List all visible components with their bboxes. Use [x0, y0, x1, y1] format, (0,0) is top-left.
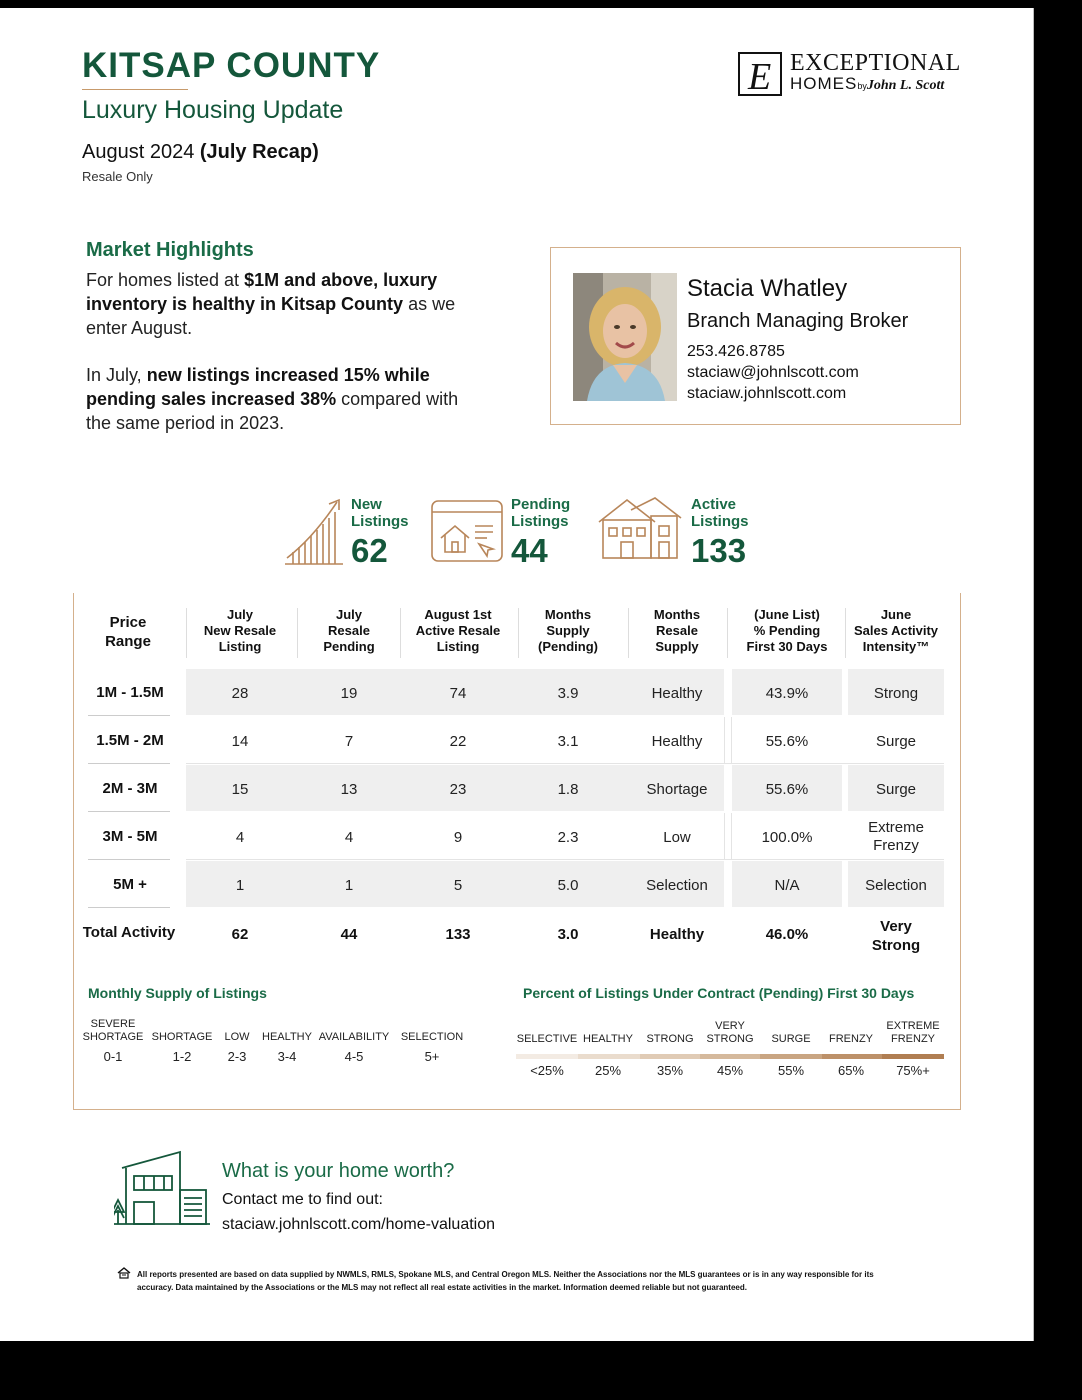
pending-legend-swatch: [578, 1054, 640, 1059]
broker-website[interactable]: staciaw.johnlscott.com: [687, 385, 847, 402]
table-cell: 5: [453, 877, 463, 894]
broker-photo: [573, 273, 677, 401]
table-row-label: 5M +: [113, 876, 147, 893]
supply-legend-label: SHORTAGE: [151, 1031, 213, 1043]
supply-legend-value: 3-4: [277, 1049, 297, 1064]
broker-role: Branch Managing Broker: [687, 310, 909, 332]
stat-active-value: 133: [691, 532, 747, 569]
table-header-0: Price Range: [105, 614, 151, 650]
table-total-cell: Very Strong: [871, 918, 921, 954]
table-row-label: 2M - 3M: [102, 780, 158, 797]
table-total-label: Total Activity: [82, 924, 176, 941]
table-cell: 2.3: [557, 829, 579, 846]
supply-legend-label: SEVERE SHORTAGE: [82, 1018, 144, 1043]
table-header-2: July Resale Pending: [323, 607, 375, 654]
table-cell: 23: [449, 781, 467, 798]
cta-subtext: Contact me to find out:: [222, 1191, 383, 1208]
rising-bar-chart-icon: [283, 496, 345, 566]
home-valuation-link[interactable]: staciaw.johnlscott.com/home-valuation: [222, 1216, 496, 1233]
table-cell: 4: [344, 829, 354, 846]
table-header-3: August 1st Active Resale Listing: [415, 607, 501, 654]
pending-legend-value: 65%: [837, 1063, 865, 1078]
pending-legend-label: SELECTIVE: [516, 1033, 578, 1045]
logo-wordmark-bottom: HOMESbyJohn L. Scott: [790, 74, 945, 93]
supply-legend-title: Monthly Supply of Listings: [88, 985, 267, 1001]
pending-legend-title: Percent of Listings Under Contract (Pending) First 30 Days: [523, 985, 915, 1001]
table-cell: 9: [453, 829, 463, 846]
header-separator: [186, 608, 187, 658]
pending-legend-value: <25%: [530, 1063, 564, 1078]
table-cell: 3.1: [557, 733, 579, 750]
table-row-label: 3M - 5M: [102, 828, 158, 845]
table-row-label: 1M - 1.5M: [96, 684, 164, 701]
supply-legend-label: HEALTHY: [262, 1031, 312, 1043]
row-rule: [88, 859, 170, 860]
pending-legend-value: 45%: [716, 1063, 744, 1078]
table-cell: 13: [340, 781, 358, 798]
header-separator: [845, 608, 846, 658]
highlights-paragraph-1: For homes listed at $1M and above, luxury inventory is healthy in Kitsap County as we enter August.: [86, 270, 456, 338]
row-rule: [88, 715, 170, 716]
report-month: August 2024: [82, 141, 200, 163]
table-cell: Extreme Frenzy: [868, 819, 924, 854]
supply-legend-value: 2-3: [227, 1049, 247, 1064]
broker-card: [550, 247, 961, 425]
table-cell: 55.6%: [765, 781, 809, 798]
equal-housing-icon: [117, 1267, 131, 1279]
table-cell: 4: [235, 829, 245, 846]
table-cell: 1: [344, 877, 354, 894]
table-header-7: June Sales Activity Intensity™: [853, 607, 939, 654]
pending-legend-label: HEALTHY: [583, 1033, 633, 1045]
table-cell: Shortage: [646, 781, 708, 798]
stat-active-label: Active Listings: [691, 496, 749, 530]
table-cell: Selection: [646, 877, 708, 894]
row-divider: [186, 763, 944, 764]
table-cell: N/A: [774, 877, 800, 894]
broker-phone[interactable]: 253.426.8785: [687, 343, 785, 360]
table-header-6: (June List) % Pending First 30 Days: [746, 607, 828, 654]
table-total-cell: 62: [231, 926, 249, 943]
header-separator: [400, 608, 401, 658]
table-cell: 28: [231, 685, 249, 702]
row-rule: [88, 811, 170, 812]
table-cell: Low: [663, 829, 691, 846]
resale-note: Resale Only: [82, 169, 153, 184]
table-header-1: July New Resale Listing: [203, 607, 277, 654]
pending-legend-swatch: [822, 1054, 882, 1059]
table-cell: 55.6%: [765, 733, 809, 750]
table-row-label: 1.5M - 2M: [96, 732, 164, 749]
table-cell: 100.0%: [761, 829, 813, 846]
table-total-cell: 46.0%: [765, 926, 809, 943]
report-date: [82, 141, 319, 164]
logo-wordmark-top: EXCEPTIONAL: [790, 50, 961, 76]
table-cell: 1: [235, 877, 245, 894]
brand-logo: [738, 50, 968, 98]
table-cell: Surge: [875, 781, 917, 798]
house-icon: [597, 496, 683, 560]
table-cell: Selection: [865, 877, 927, 894]
cta-heading: What is your home worth?: [222, 1160, 455, 1182]
pending-legend-swatch: [516, 1054, 578, 1059]
table-cell: 14: [231, 733, 249, 750]
modern-house-icon: [114, 1150, 210, 1226]
pending-legend-label: SURGE: [771, 1033, 811, 1045]
pending-legend-swatch: [700, 1054, 760, 1059]
title-divider: [82, 89, 188, 90]
header-separator: [297, 608, 298, 658]
row-rule: [88, 763, 170, 764]
row-divider: [186, 859, 944, 860]
table-cell: Healthy: [651, 733, 703, 750]
table-cell: 43.9%: [765, 685, 809, 702]
browser-house-icon: [431, 500, 503, 564]
stat-pending-listings: [431, 496, 581, 568]
pending-legend-swatch: [760, 1054, 822, 1059]
page-subtitle: Luxury Housing Update: [82, 96, 344, 124]
pending-legend-swatch: [882, 1054, 944, 1059]
stat-new-listings: [283, 496, 413, 568]
highlights-paragraph-2: In July, new listings increased 15% while pending sales increased 38% compared with the same period in 2023.: [86, 365, 459, 433]
stat-new-value: 62: [351, 532, 388, 569]
table-cell: 7: [344, 733, 354, 750]
table-cell: 1.8: [557, 781, 579, 798]
pending-legend-label: EXTREME FRENZY: [886, 1020, 940, 1045]
page-title: KITSAP COUNTY: [82, 46, 381, 85]
table-total-cell: 3.0: [557, 926, 579, 943]
table-cell: 19: [340, 685, 358, 702]
table-total-cell: Healthy: [649, 926, 705, 943]
pending-legend-value: 35%: [656, 1063, 684, 1078]
table-cell: 74: [449, 685, 467, 702]
pending-legend-value: 55%: [777, 1063, 805, 1078]
broker-name: Stacia Whatley: [687, 275, 848, 302]
pending-legend-swatch: [640, 1054, 700, 1059]
table-total-cell: 133: [445, 926, 471, 943]
supply-legend-label: LOW: [224, 1031, 250, 1043]
supply-legend-value: 4-5: [344, 1049, 364, 1064]
supply-legend-label: AVAILABILITY: [318, 1031, 390, 1043]
report-recap: (July Recap): [199, 141, 319, 163]
header-separator: [518, 608, 519, 658]
broker-email[interactable]: staciaw@johnlscott.com: [687, 364, 859, 381]
table-cell: Surge: [875, 733, 917, 750]
stat-new-label: New Listings: [351, 496, 409, 530]
supply-legend-value: 0-1: [103, 1049, 123, 1064]
table-total-cell: 44: [340, 926, 358, 943]
report-page: [0, 8, 1034, 1341]
table-cell: Strong: [873, 685, 919, 702]
header-separator: [727, 608, 728, 658]
disclaimer-text: All reports presented are based on data supplied by NWMLS, RMLS, Spokane MLS, and Central Oregon MLS. Neither the Associations nor the MLS guarantees or is in any way responsible for its accuracy. Data maintained by the Associations or the MLS may not reflect all real estate activities in the market. Information deemed reliable but not guaranteed.: [137, 1270, 874, 1292]
table-cell: Healthy: [651, 685, 703, 702]
logo-mark-icon: E: [738, 52, 782, 96]
table-cell: 3.9: [557, 685, 579, 702]
stat-pending-label: Pending Listings: [511, 496, 571, 530]
highlights-heading: Market Highlights: [86, 239, 254, 261]
table-header-4: Months Supply (Pending): [538, 607, 598, 654]
table-cell: 22: [449, 733, 467, 750]
pending-legend-value: 75%+: [896, 1063, 930, 1078]
supply-legend-value: 1-2: [172, 1049, 192, 1064]
supply-legend-label: SELECTION: [400, 1031, 464, 1043]
table-cell: 5.0: [557, 877, 579, 894]
table-header-5: Months Resale Supply: [653, 607, 701, 654]
stat-active-listings: [597, 496, 757, 568]
row-rule: [88, 907, 170, 908]
pending-legend-label: STRONG: [646, 1033, 694, 1045]
header-separator: [628, 608, 629, 658]
pending-legend-label: FRENZY: [829, 1033, 873, 1045]
table-cell: 15: [231, 781, 249, 798]
stat-pending-value: 44: [511, 532, 548, 569]
pending-legend-label: VERY STRONG: [706, 1020, 754, 1045]
pending-legend-value: 25%: [594, 1063, 622, 1078]
supply-legend-value: 5+: [424, 1049, 440, 1064]
